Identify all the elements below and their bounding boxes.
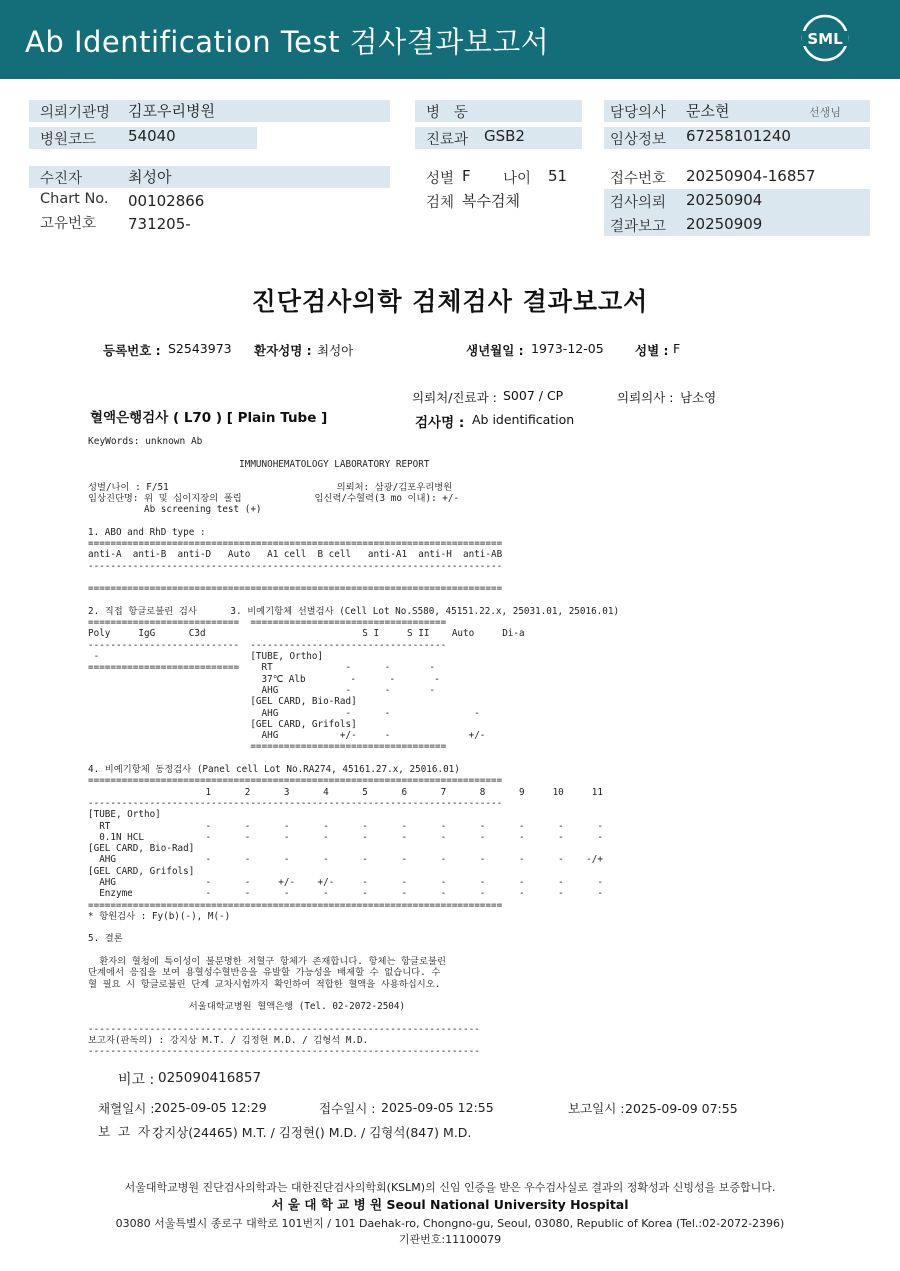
age-label: 나이 — [503, 171, 532, 187]
report-line: ========================================================================== — [88, 538, 503, 550]
dept-label: 진료과 — [426, 132, 469, 148]
report-line: 0.1N HCL - - - - - - - - - - - — [88, 831, 603, 843]
report-line: - [TUBE, Ortho] — [88, 651, 324, 663]
report-line — [88, 990, 888, 1001]
report-line: ---------------------------------------------------------------------- — [88, 1023, 480, 1035]
logo-text: SML — [807, 30, 843, 48]
report-line: AHG - - +/- +/- - - - - - - - — [88, 876, 603, 888]
sml-logo — [800, 13, 850, 63]
sex-label: 성별 — [426, 171, 455, 187]
footer-address: 03080 서울특별시 종로구 대학로 101번지 / 101 Daehak-ro, Chongno-gu, Seoul, 03080, Republic of Korea (Tel.:02-2072-2396) — [115, 1217, 785, 1230]
dob-label: 생년월일 : — [466, 343, 524, 358]
patient-value: 최성아 — [128, 168, 172, 186]
report-line: 4. 비예기항체 동정검사 (Panel cell Lot No.RA274, 45161.27.x, 25016.01) — [88, 764, 460, 776]
hospital-code-label: 병원코드 — [40, 132, 97, 148]
report-line: -------------------------------------------------------------------------- — [88, 797, 503, 809]
report-line: 1 2 3 4 5 6 7 8 9 10 11 — [88, 786, 603, 798]
report-line: 혈 필요 시 항글로불린 단계 교차시험까지 확인하여 적합한 혈액을 사용하십시오. — [88, 978, 441, 990]
report-line: ========================================================================== — [88, 583, 503, 595]
footer-org-number: 기관번호:11100079 — [398, 1233, 502, 1246]
report-line: AHG +/- - +/- — [88, 730, 486, 742]
document-title: 진단검사의학 검체검사 결과보고서 — [251, 287, 649, 316]
report-line: =========================== RT - - - — [88, 662, 436, 674]
report-line: 5. 결론 — [88, 933, 123, 945]
report-line: 1. ABO and RhD type : — [88, 526, 206, 538]
report-line — [88, 595, 888, 606]
report-line — [88, 922, 888, 933]
test-name-value: Ab identification — [472, 412, 575, 427]
specimen-label: 검체 — [426, 195, 455, 211]
receive-value: 2025-09-05 12:55 — [381, 1100, 494, 1115]
chart-value: 00102866 — [128, 192, 205, 210]
dept-value: GSB2 — [484, 127, 525, 145]
patient-label: 수진자 — [40, 171, 83, 187]
doctor-value: 문소현 — [686, 102, 730, 120]
report-line: RT - - - - - - - - - - - — [88, 820, 603, 832]
report-line: 성별/나이 : F/51 의뢰처: 삼광/김포우리병원 — [88, 481, 453, 493]
test-group: 혈액은행검사 ( L70 ) [ Plain Tube ] — [90, 410, 328, 426]
doc-sex-label: 성별 : — [635, 343, 669, 358]
report-line: 임상진단명: 위 및 십이지장의 폴립 임신력/수혈력(3 mo 이내): +/- — [88, 492, 460, 504]
report-line: [GEL CARD, Grifols] — [88, 865, 195, 877]
receipt-label: 접수번호 — [610, 171, 667, 187]
doc-dept-label: 의뢰처/진료과 : — [412, 390, 497, 405]
report-line: --------------------------- ----------------------------------- — [88, 639, 447, 651]
clinical-label: 임상정보 — [610, 132, 667, 148]
reg-value: S2543973 — [168, 341, 232, 356]
report-line — [88, 470, 888, 481]
dob-value: 1973-12-05 — [531, 341, 604, 356]
doc-sex-value: F — [673, 341, 681, 356]
footer-certification: 서울대학교병원 진단검사의학과는 대한진단검사의학회(KSLM)의 신임 인증을 받은 우수검사실로 결과의 정확성과 신빙성을 보증합니다. — [124, 1181, 776, 1194]
name-value: 최성아 — [317, 343, 354, 358]
institution-value: 김포우리병원 — [128, 102, 215, 120]
age-value: 51 — [548, 167, 568, 185]
footer-hospital: 서 울 대 학 교 병 원 Seoul National University Hospital — [271, 1197, 629, 1212]
doctor-suffix: 선생님 — [809, 106, 841, 119]
lab-report-body — [88, 459, 888, 1058]
report-line: Enzyme - - - - - - - - - - - — [88, 888, 603, 900]
specimen-value: 복수검체 — [462, 192, 520, 210]
requesting-doctor-label: 의뢰의사 : — [617, 390, 674, 405]
report-line: 서울대학교병원 혈액은행 (Tel. 02-2072-2504) — [88, 1001, 406, 1013]
report-line: 2. 직접 항글로불린 검사 3. 비예기항체 선별검사 (Cell Lot No.S580, 45151.22.x, 25031.01, 25016.01) — [88, 605, 620, 617]
report-time-label: 보고일시 : — [568, 1101, 625, 1116]
report-line: -------------------------------------------------------------------------- — [88, 560, 503, 572]
report-line: ========================================================================== — [88, 899, 503, 911]
request-label: 검사의뢰 — [610, 195, 667, 211]
requesting-doctor-value: 남소영 — [680, 390, 717, 405]
report-line: * 항원검사 : Fy(b)(-), M(-) — [88, 910, 231, 922]
reg-label: 등록번호 : — [103, 343, 161, 358]
doc-dept-value: S007 / CP — [503, 388, 564, 403]
report-line: [GEL CARD, Bio-Rad] — [88, 843, 195, 855]
receipt-value: 20250904-16857 — [686, 167, 816, 185]
report-line: AHG - - - — [88, 707, 480, 719]
reporter-label: 보 고 자 : — [98, 1124, 159, 1139]
report-time-value: 2025-09-09 07:55 — [625, 1101, 738, 1116]
report-line — [88, 1013, 888, 1024]
report-line — [88, 945, 888, 956]
report-line: 보고자(판독의) : 강지상 M.T. / 김정현 M.D. / 김형석 M.D. — [88, 1035, 369, 1047]
keywords: KeyWords: unknown Ab — [88, 436, 203, 447]
top-banner — [0, 0, 900, 79]
test-name-label: 검사명 : — [415, 415, 465, 431]
uid-value: 731205- — [128, 215, 191, 233]
report-line: ---------------------------------------------------------------------- — [88, 1046, 480, 1058]
sex-value: F — [462, 167, 471, 185]
hospital-code-value: 54040 — [128, 127, 176, 145]
report-line: AHG - - - - - - - - - - -/+ — [88, 854, 603, 866]
ward-label: 병 동 — [426, 105, 468, 121]
report-line: Ab screening test (+) — [88, 504, 262, 516]
report-line: =========================== =================================== — [88, 617, 447, 629]
report-line: Poly IgG C3d S I S II Auto Di-a — [88, 628, 525, 640]
doctor-label: 담당의사 — [610, 105, 667, 121]
chart-label: Chart No. — [40, 191, 109, 207]
collect-label: 채혈일시 : — [98, 1101, 155, 1116]
report-line: [GEL CARD, Bio-Rad] — [88, 696, 357, 708]
reporter-value: 강지상(24465) M.T. / 김정현() M.D. / 김형석(847) M.D. — [152, 1125, 472, 1140]
institution-label: 의뢰기관명 — [40, 105, 111, 121]
report-line: ========================================================================== — [88, 775, 503, 787]
note-value: 025090416857 — [158, 1070, 262, 1086]
report-line — [88, 572, 888, 583]
note-label: 비고 : — [118, 1072, 155, 1088]
report-line: 37℃ Alb - - - — [88, 673, 440, 685]
report-title: Ab Identification Test 검사결과보고서 — [25, 25, 550, 59]
patient-bar — [29, 166, 390, 188]
report-line: 단계에서 응집을 보여 용혈성수혈반응을 유발할 가능성을 배제할 수 없습니다. 수 — [88, 967, 441, 979]
report-line: =================================== — [88, 741, 447, 753]
report-date-label: 결과보고 — [610, 219, 667, 235]
uid-label: 고유번호 — [40, 216, 97, 232]
request-value: 20250904 — [686, 191, 763, 209]
report-line: [GEL CARD, Grifols] — [88, 718, 357, 730]
report-line — [88, 753, 888, 764]
report-line: 환자의 혈청에 특이성이 불분명한 저혈구 항체가 존재합니다. 항체는 항글로불린 — [88, 956, 446, 968]
report-line: IMMUNOHEMATOLOGY LABORATORY REPORT — [88, 459, 430, 470]
report-line: [TUBE, Ortho] — [88, 809, 161, 821]
report-line: anti-A anti-B anti-D Auto A1 cell B cell anti-A1 anti-H anti-AB — [88, 549, 503, 561]
collect-value: 2025-09-05 12:29 — [154, 1100, 267, 1115]
report-date-value: 20250909 — [686, 215, 763, 233]
clinical-value: 67258101240 — [686, 127, 791, 145]
receive-label: 접수일시 : — [319, 1101, 376, 1116]
name-label: 환자성명 : — [254, 343, 312, 358]
report-line: AHG - - - — [88, 684, 436, 696]
report-line — [88, 515, 888, 526]
